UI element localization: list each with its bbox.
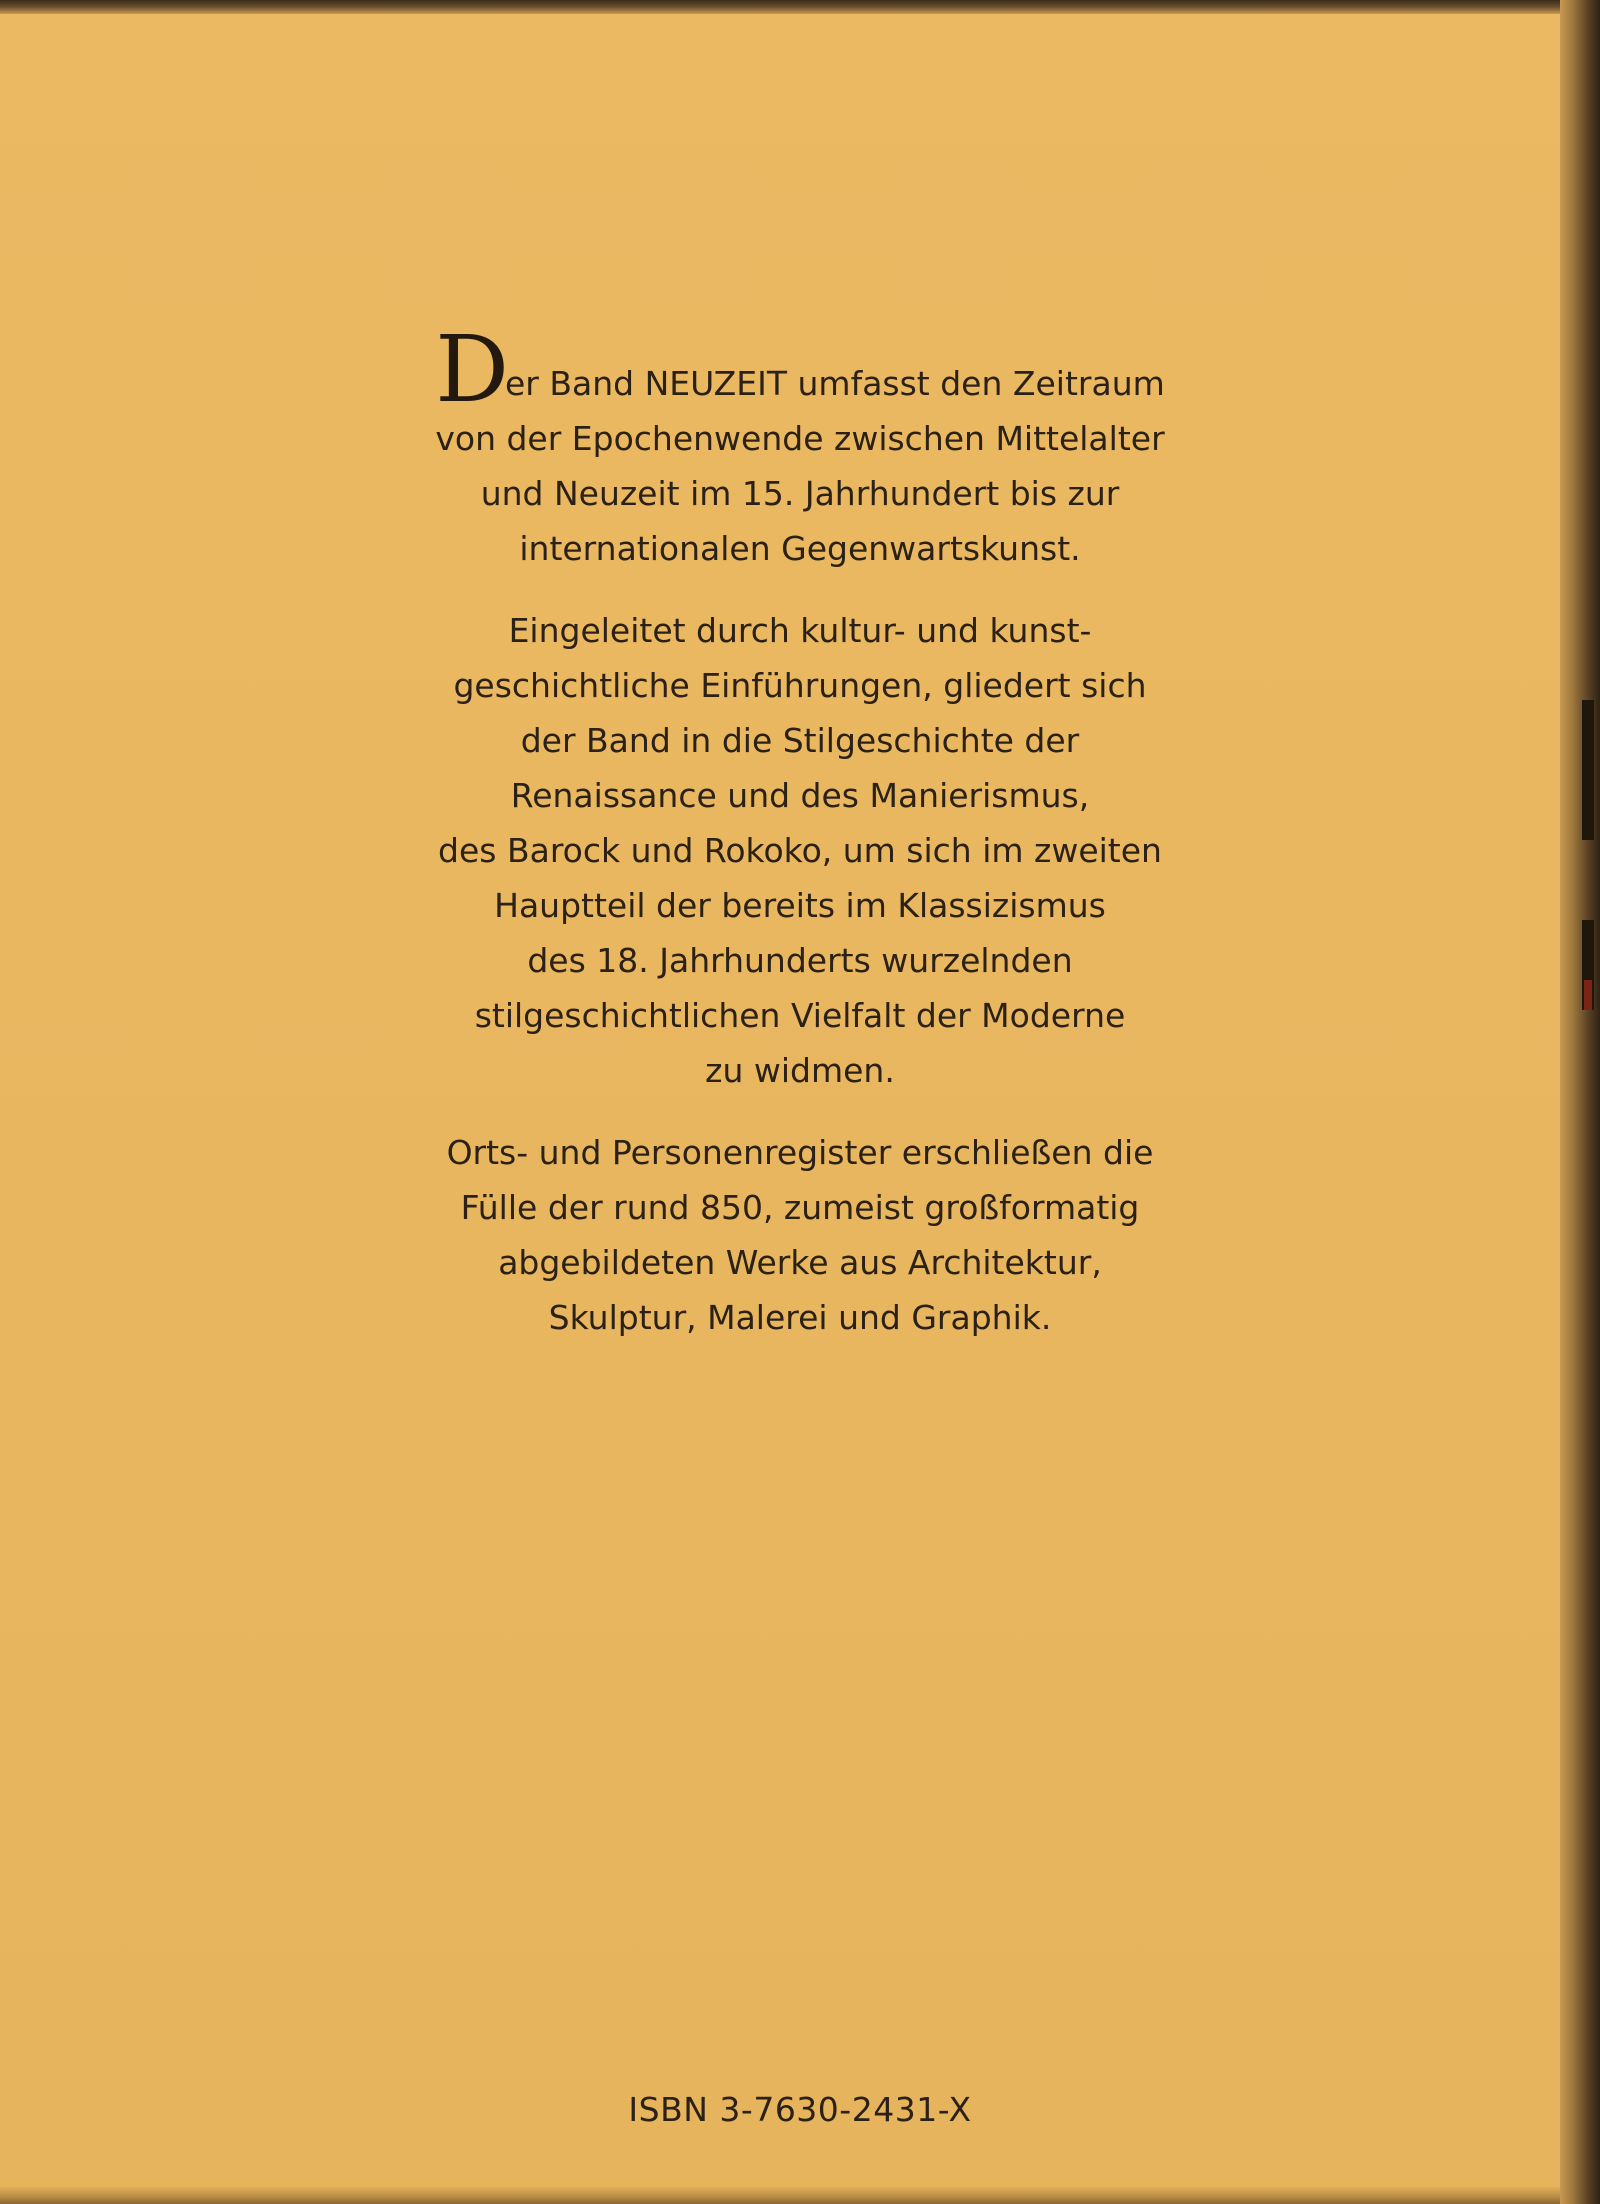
blurb-text	[300, 316, 1300, 1345]
blurb-line: von der Epochenwende zwischen Mittelalter	[435, 419, 1165, 458]
blurb-line: internationalen Gegenwartskunst.	[519, 529, 1081, 568]
spine-print-mark	[1584, 980, 1592, 1010]
isbn-number: ISBN 3-7630-2431-X	[628, 2090, 972, 2129]
blurb-line-text: er Band NEUZEIT umfasst den Zeitraum	[505, 364, 1165, 403]
blurb-line: abgebildeten Werke aus Architektur,	[498, 1243, 1102, 1282]
blurb-line: Hauptteil der bereits im Klassizismus	[494, 886, 1106, 925]
blurb-line: der Band in die Stilgeschichte der	[520, 721, 1080, 760]
spine-print-mark	[1582, 700, 1594, 840]
blurb-line: zu widmen.	[705, 1051, 895, 1090]
cover-bottom-edge	[0, 2186, 1600, 2204]
drop-cap-letter: D	[435, 316, 509, 423]
blurb-line: des Barock und Rokoko, um sich im zweiten	[438, 831, 1162, 870]
blurb-line: Skulptur, Malerei und Graphik.	[548, 1298, 1052, 1337]
blurb-line: geschichtliche Einführungen, gliedert sich	[453, 666, 1147, 705]
blurb-line: Eingeleitet durch kultur- und kunst-	[508, 611, 1092, 650]
blurb-line: Renaissance und des Manierismus,	[510, 776, 1090, 815]
blurb-line	[300, 316, 1300, 423]
cover-top-edge	[0, 0, 1600, 14]
blurb-paragraph-1	[300, 316, 1300, 576]
blurb-line: und Neuzeit im 15. Jahrhundert bis zur	[480, 474, 1120, 513]
blurb-line: des 18. Jahrhunderts wurzelnden	[527, 941, 1073, 980]
blurb-paragraph-3	[300, 1125, 1300, 1345]
book-spine-edge	[1560, 0, 1600, 2204]
blurb-paragraph-2	[300, 603, 1300, 1098]
blurb-line: Fülle der rund 850, zumeist großformatig	[460, 1188, 1140, 1227]
blurb-line: Orts- und Personenregister erschließen die	[446, 1133, 1154, 1172]
blurb-line: stilgeschichtlichen Vielfalt der Moderne	[474, 996, 1126, 1035]
